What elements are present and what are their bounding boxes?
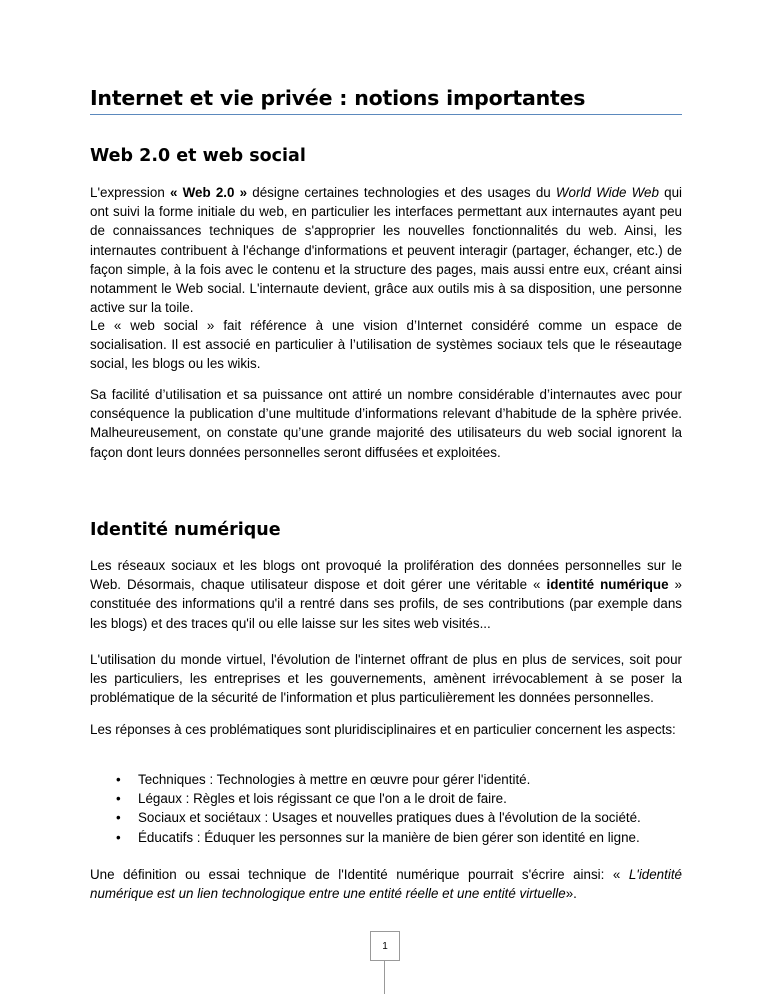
list-item xyxy=(116,789,682,808)
text-run: désigne certaines technologies et des usages du xyxy=(247,185,556,200)
bold-term-identite: identité numérique xyxy=(546,577,669,593)
list-item-text: Sociaux et sociétaux : Usages et nouvelles pratiques dues à l'évolution de la société. xyxy=(138,810,641,826)
bullet-icon: • xyxy=(116,791,121,807)
paragraph-definition xyxy=(90,865,682,903)
text-run: qui ont suivi la forme initiale du web, en particulier les interfaces permettant aux internautes ayant peu de connaissances techniques de s'approprier les nouvelles fonctionnalités du web. Ainsi, les internautes contribuent à l'échange d'informations et peuvent interagir (partager, échanger, etc.) de façon simple, à la fois avec le contenu et la structure des pages, mais aussi entre eux, créant ainsi notamment le Web social. L'internaute devient, grâce aux outils mis à sa disposition, une personne active sur la toile. xyxy=(90,185,683,316)
page-number-connector xyxy=(384,961,385,994)
bullet-icon: • xyxy=(116,829,121,845)
list-item-text: Techniques : Technologies à mettre en œuvre pour gérer l'identité. xyxy=(138,772,531,787)
text-run: L'expression xyxy=(90,185,170,200)
list-item xyxy=(116,808,682,827)
text-run: Une définition ou essai technique de l'Identité numérique pourrait s'écrire ainsi: « xyxy=(90,867,629,882)
document-title: Internet et vie privée : notions importantes xyxy=(90,86,586,110)
text-run: » constituée des informations qu'il a rentré dans ses profils, de ses contributions (par exemple dans les blogs) et des traces qu'il ou elle laisse sur les sites web visités... xyxy=(90,577,682,631)
italic-definition: L'identité numérique est un lien technologique entre une entité réelle et une entité virtuelle xyxy=(90,867,682,902)
aspects-list xyxy=(90,770,682,847)
list-item xyxy=(116,828,682,847)
title-underline xyxy=(90,114,682,115)
paragraph-identite xyxy=(90,556,682,633)
paragraph-reponses: Les réponses à ces problématiques sont pluridisciplinaires et en particulier concernent les aspects: xyxy=(90,722,676,737)
text-run: ». xyxy=(565,886,577,902)
bold-term-web20: « Web 2.0 » xyxy=(169,185,248,200)
section-heading-identite: Identité numérique xyxy=(90,520,281,540)
list-item-text: Légaux : Règles et lois régissant ce que l'on a le droit de faire. xyxy=(138,791,507,807)
bullet-icon: • xyxy=(116,810,121,826)
paragraph-web-social: Le « web social » fait référence à une vision d’Internet considéré comme un espace de socialisation. Il est associé en particulier à l’utilisation de systèmes sociaux tels que le réseautage social, les blogs ou les wikis. xyxy=(90,318,682,372)
paragraph-web20 xyxy=(90,183,682,317)
italic-term-www: World Wide Web xyxy=(555,185,659,200)
page-number: 1 xyxy=(370,931,400,961)
section-heading-web-social: Web 2.0 et web social xyxy=(90,146,306,166)
bullet-icon: • xyxy=(116,772,121,787)
list-item-text: Éducatifs : Éduquer les personnes sur la manière de bien gérer son identité en ligne. xyxy=(138,829,640,845)
list-item xyxy=(116,770,682,789)
paragraph-privacy: Sa facilité d’utilisation et sa puissance ont attiré un nombre considérable d’internautes avec pour conséquence la publication d’une multitude d’informations relevant d’habitude de la sphère privée. Malheureusement, on constate qu’une grande majorité des utilisateurs du web social ignorent la façon dont leurs données personnelles seront diffusées et exploitées. xyxy=(90,387,682,460)
text-run: Les réseaux sociaux et les blogs ont provoqué la prolifération des données personnelles sur le Web. Désormais, chaque utilisateur dispose et doit gérer une véritable « xyxy=(90,558,682,593)
paragraph-monde-virtuel: L'utilisation du monde virtuel, l'évolution de l'internet offrant de plus en plus de services, soit pour les particuliers, les entreprises et les gouvernements, amènent irrévocablement à se poser la problématique de la sécurité de l'information et plus particulièrement les données personnelles. xyxy=(90,652,682,706)
